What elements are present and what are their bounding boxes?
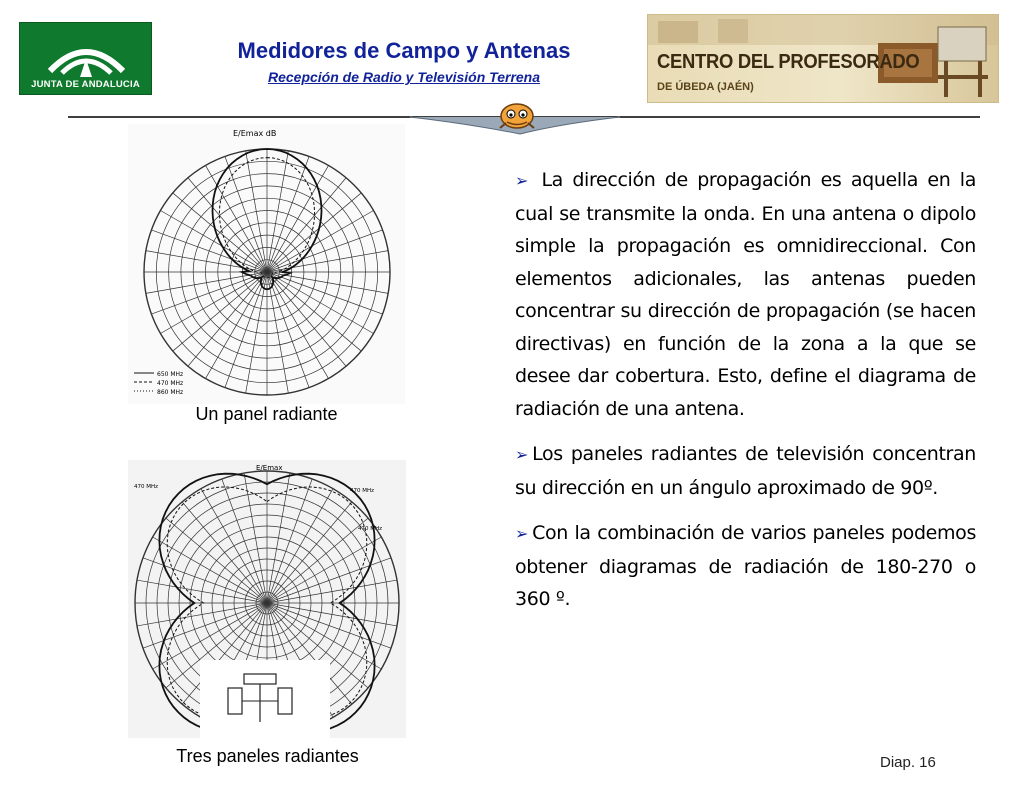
polar-grid (144, 149, 390, 395)
polar-diagram-three-panels (128, 460, 406, 738)
frequency-label: 470 MHz (358, 526, 383, 532)
figure-caption: Un panel radiante (195, 404, 338, 424)
axis-label: E/Emax (256, 464, 283, 472)
logo-caption: JUNTA DE ANDALUCIA (31, 79, 140, 90)
polar-diagram-one-panel (128, 124, 405, 404)
junta-andalucia-logo (19, 22, 152, 95)
frequency-label: 470 MHz (134, 484, 159, 490)
bullet-item: ➢ La dirección de propagación es aquella en la cual se transmite la onda. En una antena o dipolo simple la propagación es omnidireccional. Con elementos adicionales, las antenas pueden concentrar su dirección de propagación (se hacen directivas) en función de la zona a la que se desee dar cobertura. Esto, define el diagrama de radiación de una antena. (515, 169, 976, 420)
legend-entry: 650 MHz (157, 371, 184, 378)
bullet-item: ➢ Con la combinación de varios paneles podemos obtener diagramas de radiación de 180-270 o 360 º. (515, 522, 976, 610)
page-subtitle: Recepción de Radio y Televisión Terrena (267, 69, 541, 85)
logo-subtitle: DE ÚBEDA (JAÉN) (657, 81, 754, 93)
axis-label: E/Emax dB (233, 129, 277, 138)
logo-title: CENTRO DEL PROFESORADO (657, 51, 920, 73)
centro-profesorado-logo (647, 14, 999, 103)
panels-sketch (200, 660, 330, 738)
arrow-bullet-icon: ➢ (515, 171, 529, 190)
figure-caption: Tres paneles radiantes (176, 746, 359, 766)
frequency-label: 470 MHz (350, 488, 375, 494)
arrow-bullet-icon: ➢ (515, 524, 529, 543)
legend-entry: 860 MHz (157, 389, 184, 396)
page-title: Medidores de Campo y Antenas (237, 38, 571, 63)
content-text (515, 164, 976, 629)
legend (134, 371, 183, 396)
arrow-bullet-icon: ➢ (515, 445, 529, 464)
slide-number: Diap. 16 (880, 754, 936, 771)
legend-entry: 470 MHz (157, 380, 184, 387)
mascot-icon (500, 104, 534, 128)
bullet-item: ➢ Los paneles radiantes de televisión concentran su dirección en un ángulo aproximado de 90º. (515, 443, 976, 499)
